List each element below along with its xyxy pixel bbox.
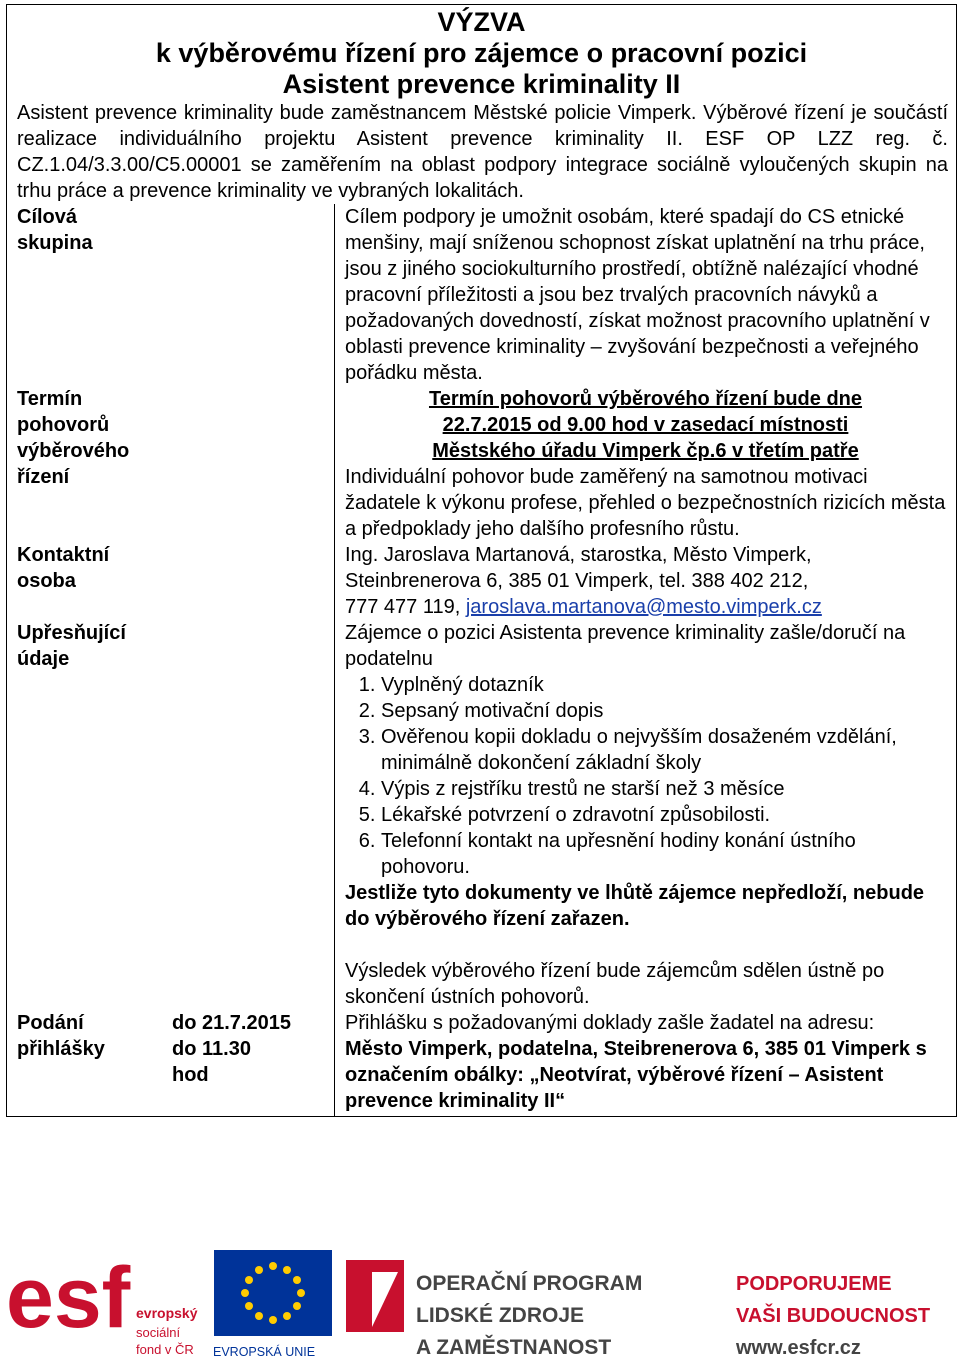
list-item: 5. Lékařské potvrzení o zdravotní způsobilosti. bbox=[381, 802, 946, 828]
contact-line-3 bbox=[345, 594, 946, 620]
deadline-line: do 11.30 bbox=[172, 1038, 251, 1060]
deadline-line: do 21.7.2015 bbox=[172, 1012, 291, 1034]
announcement-document bbox=[6, 4, 957, 1117]
row-contact bbox=[7, 542, 956, 620]
empty-cell bbox=[172, 620, 335, 1010]
op-lzz-logo bbox=[346, 1260, 642, 1359]
label-line: Upřesňující bbox=[17, 622, 126, 644]
list-item: 6. Telefonní kontakt na upřesnění hodiny konání ústního pohovoru. bbox=[381, 828, 946, 880]
row-interview bbox=[7, 386, 956, 542]
deadline-line: hod bbox=[172, 1064, 209, 1086]
intro-paragraph bbox=[7, 100, 956, 204]
interview-heading-3: Městského úřadu Vimperk čp.6 v třetím patře bbox=[432, 440, 859, 462]
label-details bbox=[7, 620, 172, 1010]
eu-label: EVROPSKÁ UNIE bbox=[213, 1345, 316, 1359]
list-item: 1. Vyplněný dotazník bbox=[381, 672, 946, 698]
interview-cell bbox=[335, 386, 957, 542]
submission-text: Přihlášku s požadovanými doklady zašle žadatel na adresu: bbox=[345, 1012, 875, 1034]
details-intro: Zájemce o pozici Asistenta prevence kriminality zašle/doručí na podatelnu bbox=[345, 622, 906, 670]
row-details bbox=[7, 620, 956, 1010]
slogan-url: www.esfcr.cz bbox=[736, 1337, 861, 1359]
label-line: Podání bbox=[17, 1012, 84, 1034]
title-subtitle: k výběrovému řízení pro zájemce o pracovní pozici bbox=[155, 38, 808, 68]
esf-sub-1: evropský bbox=[136, 1305, 198, 1321]
label-line: skupina bbox=[17, 232, 93, 254]
requirements-list bbox=[345, 672, 946, 880]
list-item: 4. Výpis z rejstříku trestů ne starší než 3 měsíce bbox=[381, 776, 946, 802]
label-interview bbox=[7, 386, 172, 542]
slogan-line-1: PODPORUJEME bbox=[736, 1273, 892, 1295]
eu-flag-logo bbox=[213, 1250, 332, 1359]
slogan-line-2: VAŠI BUDOUCNOST bbox=[736, 1305, 931, 1327]
details-warning: Jestliže tyto dokumenty ve lhůtě zájemce nepředloží, nebude do výběrového řízení zařazen. bbox=[345, 882, 925, 930]
slogan-logo bbox=[735, 1273, 930, 1359]
label-line: Kontaktní bbox=[17, 544, 110, 566]
details-result: Výsledek výběrového řízení bude zájemcům sdělen ústně po skončení ústních pohovorů. bbox=[345, 960, 885, 1008]
title-vyzva: VÝZVA bbox=[437, 7, 526, 37]
details-table bbox=[7, 204, 956, 1116]
list-item: 2. Sepsaný motivační dopis bbox=[381, 698, 946, 724]
label-target-group bbox=[7, 204, 172, 386]
interview-heading-1: Termín pohovorů výběrového řízení bude dne bbox=[428, 388, 863, 410]
intro-text-1: Asistent prevence kriminality bude zaměstnancem Městské policie Vimperk. Výběrové řízení je součástí realizace individuálního projektu Asistent prevence kriminality II. ESF OP LZZ reg. č. CZ.1.04/3.3.00/C5.00001 se zaměřením na oblast podpory integrace sociálně bbox=[17, 102, 948, 176]
label-line: údaje bbox=[17, 648, 70, 670]
label-submission bbox=[7, 1010, 172, 1116]
op-line-1: OPERAČNÍ PROGRAM bbox=[416, 1272, 643, 1295]
intro-text-2: vyloučených skupin na trhu práce a prevence kriminality ve vybraných lokalitách. bbox=[17, 154, 949, 202]
details-cell bbox=[335, 620, 957, 1010]
document-header bbox=[7, 5, 956, 100]
contact-email-link[interactable]: jaroslava.martanova@mesto.vimperk.cz bbox=[465, 596, 822, 618]
label-line: řízení bbox=[17, 466, 70, 488]
op-line-2: LIDSKÉ ZDROJE bbox=[416, 1304, 585, 1327]
submission-cell bbox=[335, 1010, 957, 1116]
label-line: osoba bbox=[17, 570, 76, 592]
row-target-group bbox=[7, 204, 956, 386]
op-line-3: A ZAMĚSTNANOST bbox=[416, 1336, 612, 1359]
spacer bbox=[345, 932, 946, 958]
esf-sub-3: fond v ČR bbox=[136, 1342, 194, 1357]
empty-cell bbox=[172, 542, 335, 620]
interview-heading-2: 22.7.2015 od 9.00 hod v zasedací místnosti bbox=[442, 414, 849, 436]
label-line: výběrového bbox=[17, 440, 130, 462]
label-line: pohovorů bbox=[17, 414, 110, 436]
contact-line-2: Steinbrenerova 6, 385 01 Vimperk, tel. 388 402 212, bbox=[345, 570, 809, 592]
esf-sub-2: sociální bbox=[136, 1325, 181, 1340]
contact-line-1: Ing. Jaroslava Martanová, starostka, Město Vimperk, bbox=[345, 544, 812, 566]
label-line: Cílová bbox=[17, 206, 78, 228]
title-position: Asistent prevence kriminality II bbox=[282, 69, 681, 99]
esf-letters: esf bbox=[6, 1250, 131, 1346]
logo-strip bbox=[0, 1232, 960, 1365]
empty-cell bbox=[172, 204, 335, 386]
esf-logo bbox=[6, 1250, 198, 1357]
target-group-text: Cílem podpory je umožnit osobám, které spadají do CS etnické menšiny, mají sníženou schopnost získat uplatnění na trhu práce, jsou z jiného sociokulturního prostředí, obtížně nalézající vhodné pracovní příležitosti a jsou bez trvalých pracovních návyků a požadovaných dovedností, získat možnost pracovního uplatnění v oblasti prevence kriminality – zvyšování bezpečnosti a veřejného pořádku města. bbox=[335, 204, 957, 386]
contact-cell bbox=[335, 542, 957, 620]
label-line: Termín bbox=[17, 388, 83, 410]
interview-text: Individuální pohovor bude zaměřený na samotnou motivaci žadatele k výkonu profese, přehled o bezpečnostních rizicích města a předpoklady jeho dalšího profesního růstu. bbox=[345, 466, 946, 540]
submission-deadline bbox=[172, 1010, 335, 1116]
submission-address: Město Vimperk, podatelna, Steibrenerova 6, 385 01 Vimperk s označením obálky: „Neotvírat, výběrové řízení – Asistent prevence kriminality II“ bbox=[345, 1038, 927, 1112]
label-contact bbox=[7, 542, 172, 620]
label-line: přihlášky bbox=[17, 1038, 105, 1060]
row-submission bbox=[7, 1010, 956, 1116]
list-item: 3. Ověřenou kopii dokladu o nejvyšším dosaženém vzdělání, minimálně dokončení základní školy bbox=[381, 724, 946, 776]
empty-cell bbox=[172, 386, 335, 542]
contact-phone: 777 477 119, bbox=[345, 596, 466, 618]
